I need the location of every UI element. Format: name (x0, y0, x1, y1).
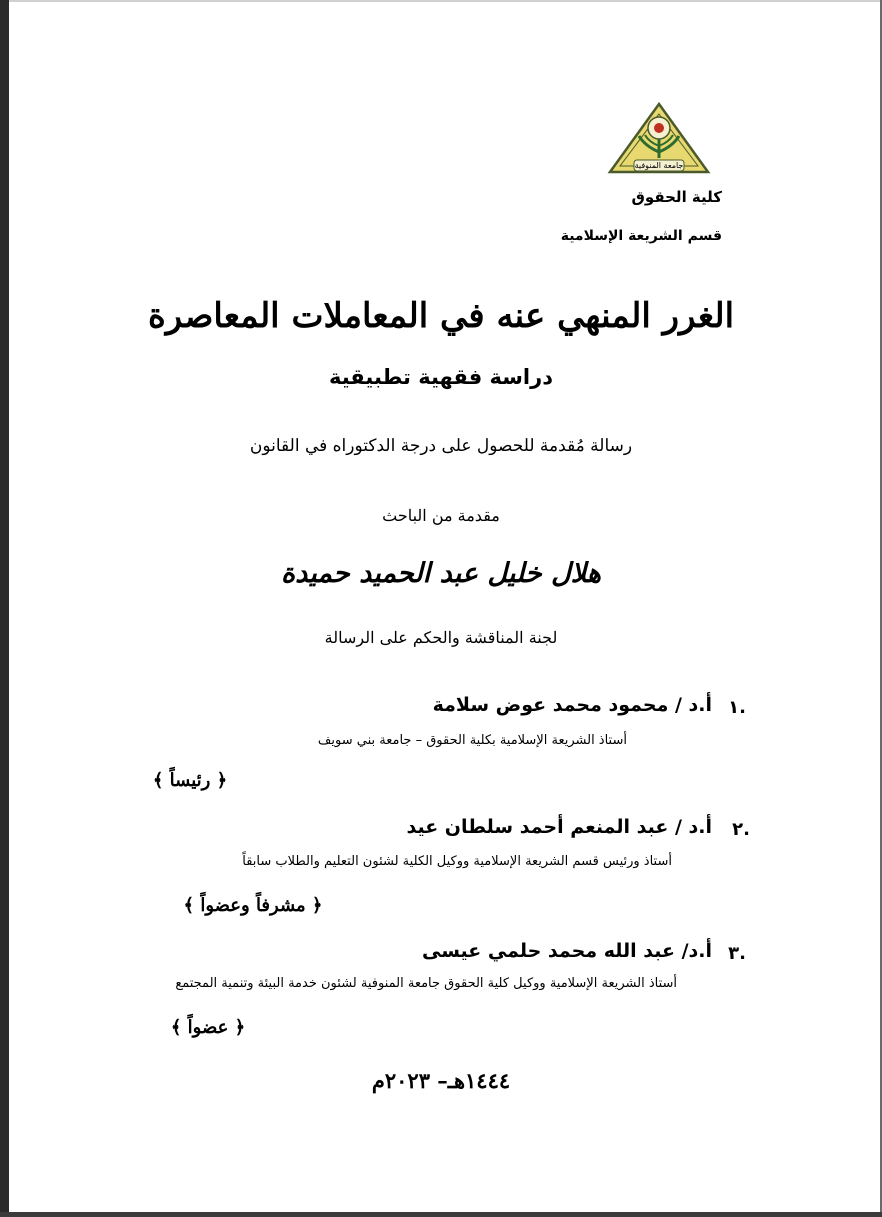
committee-heading: لجنة المناقشة والحكم على الرسالة (324, 628, 558, 647)
member-name: أ.د / محمود محمد عوض سلامة (432, 694, 712, 716)
faculty-label: كلية الحقوق (631, 188, 722, 206)
viewer-left-border (0, 0, 9, 1217)
member-name: أ.د / عبد المنعم أحمد سلطان عيد (406, 816, 712, 838)
member-description: أستاذ الشريعة الإسلامية ووكيل كلية الحقوق جامعة المنوفية لشئون خدمة البيئة وتنمية المجتمع (175, 976, 677, 991)
thesis-title: الغرر المنهي عنه في المعاملات المعاصرة (147, 296, 735, 336)
member-description: أستاذ الشريعة الإسلامية بكلية الحقوق – جامعة بني سويف (317, 733, 627, 748)
viewer-bottom-border (0, 1212, 882, 1217)
viewer-top-border (9, 0, 882, 2)
author-name: هلال خليل عبد الحميد حميدة (280, 558, 602, 589)
member-number: .٢ (732, 819, 750, 840)
member-name: أ.د/ عبد الله محمد حلمي عيسى (421, 940, 712, 962)
member-role: ﴿ عضواً ﴾ (170, 1017, 246, 1038)
member-role: ﴿ رئيساً ﴾ (152, 770, 228, 791)
member-number: .٣ (728, 943, 746, 964)
date-line: ١٤٤٤هـ– ٢٠٢٣م (371, 1068, 511, 1093)
thesis-subtitle: دراسة فقهية تطبيقية (328, 365, 554, 389)
university-logo (604, 100, 714, 178)
member-role: ﴿ مشرفاً وعضواً ﴾ (183, 895, 323, 916)
member-number: .١ (728, 697, 746, 718)
presented-by-label: مقدمة من الباحث (382, 506, 500, 525)
department-label: قسم الشريعة الإسلامية (560, 228, 722, 244)
degree-statement: رسالة مُقدمة للحصول على درجة الدكتوراه في القانون (249, 436, 633, 456)
logo-caption: جامعة المنوفية (634, 161, 684, 170)
member-description: أستاذ ورئيس قسم الشريعة الإسلامية ووكيل الكلية لشئون التعليم والطلاب سابقاً (242, 854, 672, 869)
